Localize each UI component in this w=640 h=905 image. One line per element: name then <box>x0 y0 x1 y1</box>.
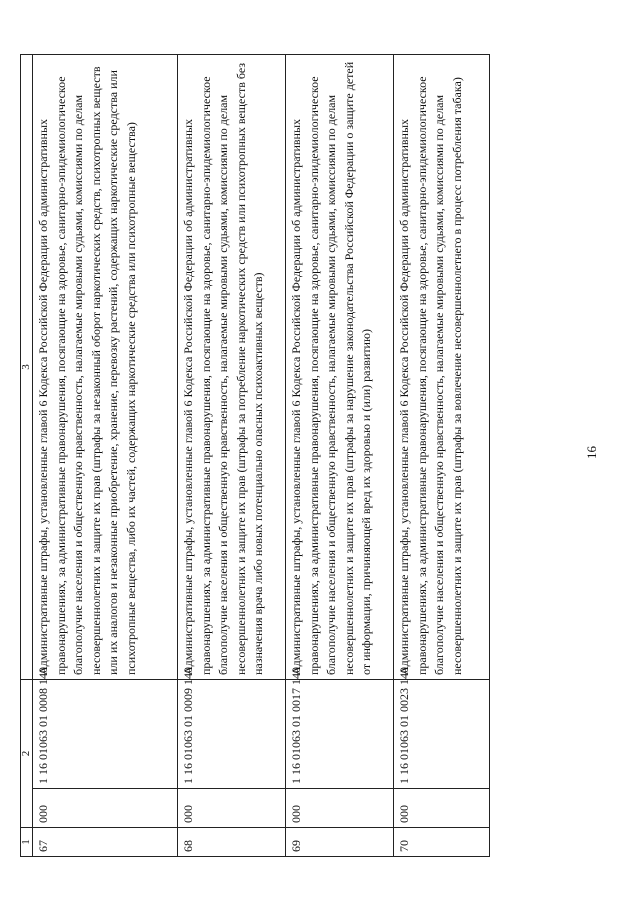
row-number: 68 <box>178 828 286 857</box>
row-number: 70 <box>394 828 490 857</box>
column-number-3: 3 <box>21 55 33 680</box>
income-description: Административные штрафы, установленные главой 6 Кодекса Российской Федерации об административных правонарушениях, за административные правонарушения, посягающие на здоровье, санитарно-эпидемиологическое благополучие населения и общественную нравственность, налагаемые мировыми судьями, комиссиями по делам несовершеннолетних и защите их прав (штрафы за потребление наркотических средств или психотропных веществ без назначения врача либо новых потенциально опасных психоактивных веществ) <box>178 55 286 680</box>
table-row <box>178 55 286 857</box>
budget-codes-table <box>20 54 490 857</box>
column-number-1: 1 <box>21 828 33 857</box>
budget-classification-code: 1 16 01063 01 0008 140 <box>33 680 178 789</box>
table-row <box>286 55 394 857</box>
table-row <box>33 55 178 857</box>
budget-classification-code: 1 16 01063 01 0017 140 <box>286 680 394 789</box>
budget-classification-code: 1 16 01063 01 0009 140 <box>178 680 286 789</box>
column-number-row <box>21 55 33 857</box>
income-description: Административные штрафы, установленные главой 6 Кодекса Российской Федерации об административных правонарушениях, за административные правонарушения, посягающие на здоровье, санитарно-эпидемиологическое благополучие населения и общественную нравственность, налагаемые мировыми судьями, комиссиями по делам несовершеннолетних и защите их прав (штрафы за нарушение законодательства Российской Федерации о защите детей от информации, причиняющей вред их здоровью и (или) развитию) <box>286 55 394 680</box>
row-number: 69 <box>286 828 394 857</box>
budget-classification-code: 1 16 01063 01 0023 140 <box>394 680 490 789</box>
admin-code: 000 <box>33 789 178 828</box>
table-row <box>394 55 490 857</box>
column-number-2: 2 <box>21 680 33 828</box>
income-description: Административные штрафы, установленные главой 6 Кодекса Российской Федерации об административных правонарушениях, за административные правонарушения, посягающие на здоровье, санитарно-эпидемиологическое благополучие населения и общественную нравственность, налагаемые мировыми судьями, комиссиями по делам несовершеннолетних и защите их прав (штрафы за незаконный оборот наркотических средств, психотропных веществ или их аналогов и незаконные приобретение, хранение, перевозку растений, содержащих наркотические средства или психотропные вещества, либо их частей, содержащих наркотические средства или психотропные вещества) <box>33 55 178 680</box>
admin-code: 000 <box>286 789 394 828</box>
income-description: Административные штрафы, установленные главой 6 Кодекса Российской Федерации об административных правонарушениях, за административные правонарушения, посягающие на здоровье, санитарно-эпидемиологическое благополучие населения и общественную нравственность, налагаемые мировыми судьями, комиссиями по делам несовершеннолетних и защите их прав (штрафы за вовлечение несовершеннолетнего в процесс потребления табака) <box>394 55 490 680</box>
row-number: 67 <box>33 828 178 857</box>
admin-code: 000 <box>178 789 286 828</box>
page-number: 16 <box>584 446 599 459</box>
admin-code: 000 <box>394 789 490 828</box>
